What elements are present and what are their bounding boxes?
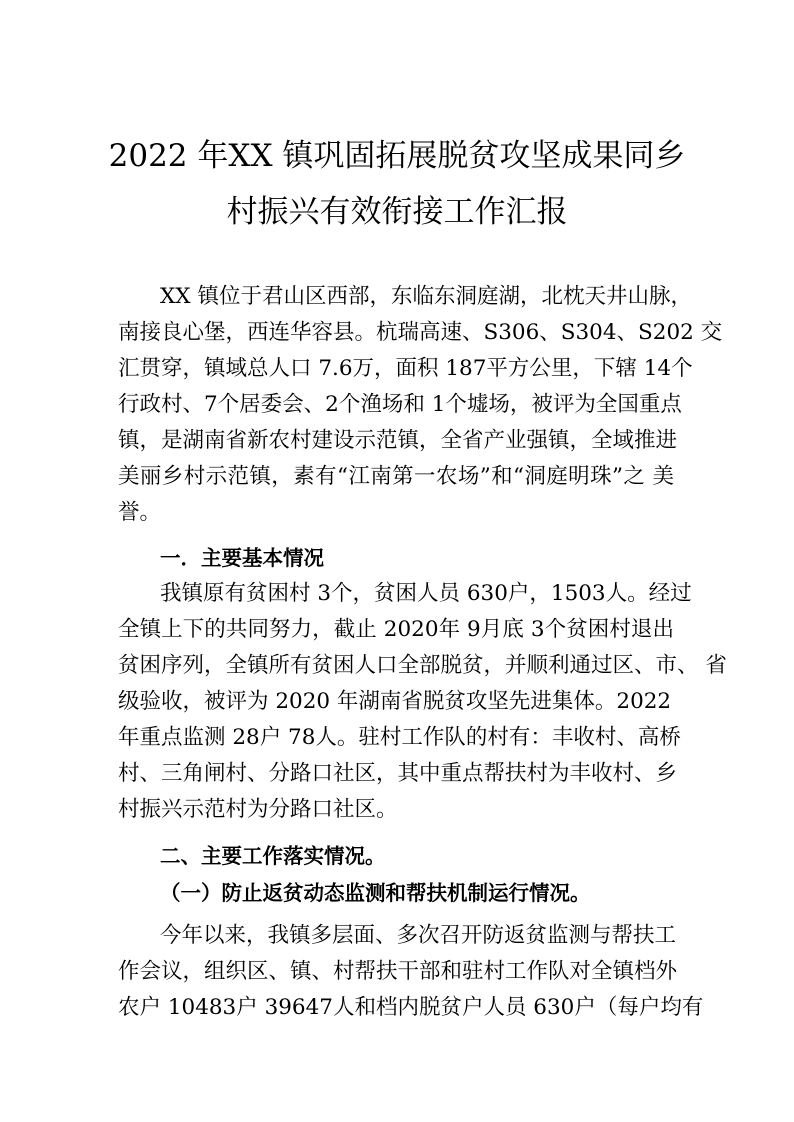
document-title-line-1: 2022 年XX 镇巩固拓展脱贫攻坚成果同乡: [108, 138, 686, 174]
paragraph-line: 镇，是湖南省新农村建设示范镇，全省产业强镇，全域推进: [118, 428, 678, 453]
paragraph-line: 今年以来，我镇多层面、多次召开防返贫监测与帮扶工: [160, 923, 677, 948]
paragraph-line: 农户 10483户 39647人和档内脱贫户人员 630户（每户均有: [118, 995, 704, 1020]
section-heading-text: 一．主要基本情况: [160, 546, 324, 570]
document-title-line-2: 村振兴有效衔接工作汇报: [226, 194, 568, 230]
subsection-heading-text: （一）防止返贫动态监测和帮扶机制运行情况。: [160, 881, 591, 905]
paragraph-line: 年重点监测 28户 78人。驻村工作队的村有：丰收村、高桥: [118, 725, 681, 750]
paragraph-line: 汇贯穿，镇域总人口 7.6万，面积 187平方公里，下辖 14个: [118, 356, 693, 381]
paragraph-line: 誉。: [118, 500, 162, 525]
paragraph-line: 我镇原有贫困村 3个，贫困人员 630户，1503人。经过: [160, 581, 692, 606]
paragraph-line: 南接良心堡，西连华容县。杭瑞高速、S306、S304、S202 交: [118, 320, 723, 345]
paragraph-line: 作会议，组织区、镇、村帮扶干部和驻村工作队对全镇档外: [118, 959, 678, 984]
paragraph-line: 贫困序列，全镇所有贫困人口全部脱贫，并顺利通过区、市、 省: [118, 653, 727, 678]
paragraph-line: 级验收，被评为 2020 年湖南省脱贫攻坚先进集体。2022: [118, 689, 672, 714]
section-heading-text: 二、主要工作落实情况。: [160, 844, 386, 868]
paragraph-line: 全镇上下的共同努力，截止 2020年 9月底 3个贫困村退出: [118, 617, 674, 642]
paragraph-line: 村、三角闸村、分路口社区，其中重点帮扶村为丰收村、乡: [118, 761, 678, 786]
paragraph-line: XX 镇位于君山区西部，东临东洞庭湖，北枕天井山脉，: [160, 284, 692, 309]
paragraph-line: 行政村、7个居委会、2个渔场和 1个墟场，被评为全国重点: [118, 392, 682, 417]
paragraph-line: 美丽乡村示范镇，素有“江南第一农场”和“洞庭明珠”之 美: [118, 464, 674, 489]
paragraph-line: 村振兴示范村为分路口社区。: [118, 797, 398, 822]
